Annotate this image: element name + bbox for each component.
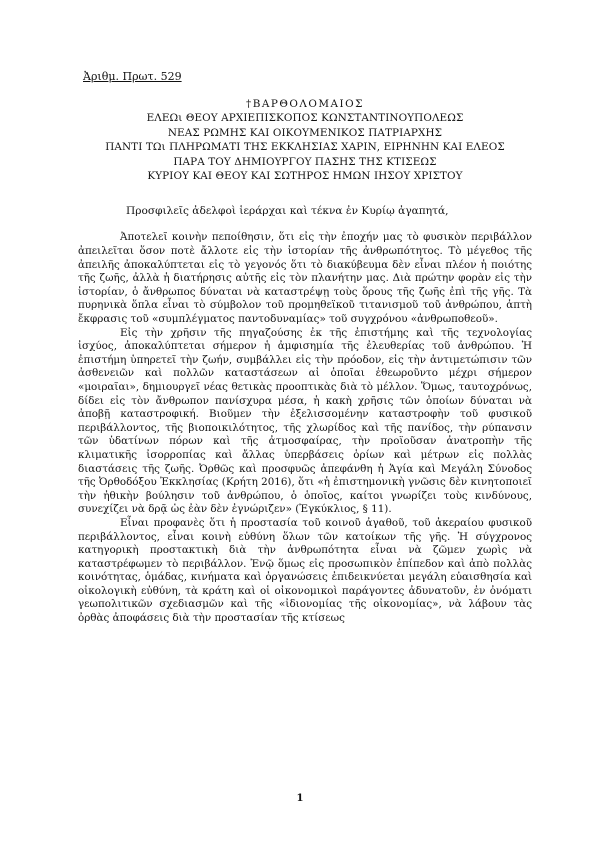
page-number: 1 [296,793,304,804]
header-line: ΕΛΕΩι ΘΕΟΥ ΑΡΧΙΕΠΙΣΚΟΠΟΣ ΚΩΝΣΤΑΝΤΙΝΟΥΠΟΛΕΩΣ [146,112,464,125]
header-line: ΚΥΡΙΟΥ ΚΑΙ ΘΕΟΥ ΚΑΙ ΣΩΤΗΡΟΣ ΗΜΩΝ ΙΗΣΟΥ ΧΡΙΣΤΟΥ [147,170,463,183]
header-line: ΠΑΝΤΙ ΤΩι ΠΛΗΡΩΜΑΤΙ ΤΗΣ ΕΚΚΛΗΣΙΑΣ ΧΑΡΙΝ, ΕΙΡΗΝΗΝ ΚΑΙ ΕΛΕΟΣ [105,141,505,154]
header-line: †ΒΑΡΘΟΛΟΜΑΙΟΣ [246,98,364,110]
header-line: ΝΕΑΣ ΡΩΜΗΣ ΚΑΙ ΟΙΚΟΥΜΕΝΙΚΟΣ ΠΑΤΡΙΑΡΧΗΣ [167,126,443,139]
salutation: Προσφιλεῖς ἀδελφοὶ ἱεράρχαι καὶ τέκνα ἐν Κυρίῳ ἀγαπητά, [126,205,449,218]
header-line: ΠΑΡΑ ΤΟΥ ΔΗΜΙΟΥΡΓΟΥ ΠΑΣΗΣ ΤΗΣ ΚΤΙΣΕΩΣ [173,155,437,168]
paragraph: Εἶναι προφανὲς ὅτι ἡ προστασία τοῦ κοινοῦ ἀγαθοῦ, τοῦ ἀκεραίου φυσικοῦ περιβάλλοντος, εἶναι κοινὴ εὐθύνη ὅλων τῶν κατοίκων τῆς γῆς. Ἡ σύγχρονος κατηγορικὴ προστακτικὴ διὰ τὴν ἀνθρωπότητα εἶναι νὰ ζῶμεν χωρὶς νὰ καταστρέφωμεν τὸ περιβάλλον. Ἐνῷ ὅμως εἰς προσωπικὸν ἐπίπεδον καὶ ἀπὸ πολλὰς κοινότητας, ὁμάδας, κινήματα καὶ ὀργανώσεις ἐπιδεικνύεται μεγάλη εὐαισθησία καὶ οἰκολογικὴ εὐθύνη, τὰ κράτη καὶ οἱ οἰκονομικοὶ παράγοντες ἀδυνατοῦν, ἐν ὀνόματι γεωπολιτικῶν σχεδιασμῶν καὶ τῆς «ἰδιονομίας τῆς οἰκονομίας», νὰ λάβουν τὰς ὀρθὰς ἀποφάσεις διὰ τὴν προστασίαν τῆς κτίσεως [78,516,532,625]
body-text [78,231,532,625]
paragraph: Ἀποτελεῖ κοινὴν πεποίθησιν, ὅτι εἰς τὴν ἐποχήν μας τὸ φυσικὸν περιβάλλον ἀπειλεῖται ὅσον ποτὲ ἄλλοτε εἰς τὴν ἱστορίαν τῆς ἀνθρωπότητος. Τὸ μέγεθος τῆς ἀπειλῆς ἀποκαλύπτεται εἰς τὸ γεγονός ὅτι τὸ διακύβευμα δὲν εἶναι πλέον ἡ ποιότης τῆς ζωῆς, ἀλλὰ ἡ διατήρησις αὐτῆς εἰς τὸν πλανήτην μας. Διὰ πρώτην φορὰν εἰς τὴν ἱστορίαν, ὁ ἄνθρωπος δύναται νὰ καταστρέψῃ τοὺς ὅρους τῆς ζωῆς ἐπὶ τῆς γῆς. Τὰ πυρηνικὰ ὅπλα εἶναι τὸ σύμβολον τοῦ προμηθεϊκοῦ τιτανισμοῦ τοῦ ἀνθρώπου, ἀπτὴ ἔκφρασις τοῦ «συμπλέγματος παντοδυναμίας» τοῦ συγχρόνου «ἀνθρωποθεοῦ». [78,231,532,325]
letter-header [78,97,532,183]
protocol-number: Ἀριθμ. Πρωτ. 529 [83,70,182,83]
paragraph: Εἰς τὴν χρῆσιν τῆς πηγαζούσης ἐκ τῆς ἐπιστήμης καὶ τῆς τεχνολογίας ἰσχύος, ἀποκαλύπτεται σήμερον ἡ ἀμφισημία τῆς ἐλευθερίας τοῦ ἀνθρώπου. Ἡ ἐπιστήμη ὑπηρετεῖ τὴν ζωήν, συμβάλλει εἰς τὴν πρόοδον, εἰς τὴν ἀντιμετώπισιν τῶν ἀσθενειῶν καὶ πολλῶν καταστάσεων αἱ ὁποῖαι ἐθεωροῦντο μέχρι σήμερον «μοιραῖαι», δημιουργεῖ νέας θετικὰς προοπτικὰς διὰ τὸ μέλλον. Ὅμως, ταυτοχρόνως, δίδει εἰς τὸν ἄνθρωπον πανίσχυρα μέσα, ἡ κακὴ χρῆσις τῶν ὁποίων δύναται νὰ ἀποβῇ καταστροφική. Βιοῦμεν τὴν ἐξελισσομένην καταστροφὴν τοῦ φυσικοῦ περιβάλλοντος, τῆς βιοποικιλότητος, τῆς χλωρίδος καὶ τῆς πανίδος, τὴν ρύπανσιν τῶν ὑδατίνων πόρων καὶ τῆς ἀτμοσφαίρας, τὴν προϊοῦσαν ἀνατροπὴν τῆς κλιματικῆς ἰσορροπίας καὶ ἄλλας ὑπερβάσεις ὁρίων καὶ μέτρων εἰς πολλὰς διαστάσεις τῆς ζωῆς. Ὀρθῶς καὶ προσφυῶς ἀπεφάνθη ἡ Ἁγία καὶ Μεγάλη Σύνοδος τῆς Ὀρθοδόξου Ἐκκλησίας (Κρήτη 2016), ὅτι «ἡ ἐπιστημονικὴ γνῶσις δὲν κινητοποιεῖ τὴν ἠθικὴν βούλησιν τοῦ ἀνθρώπου, ὁ ὁποῖος, καίτοι γνωρίζει τοὺς κινδύνους, συνεχίζει νὰ δρᾷ ὡς ἐὰν δὲν ἐγνώριζεν» (Ἐγκύκλιος, § 11). [78,326,532,516]
